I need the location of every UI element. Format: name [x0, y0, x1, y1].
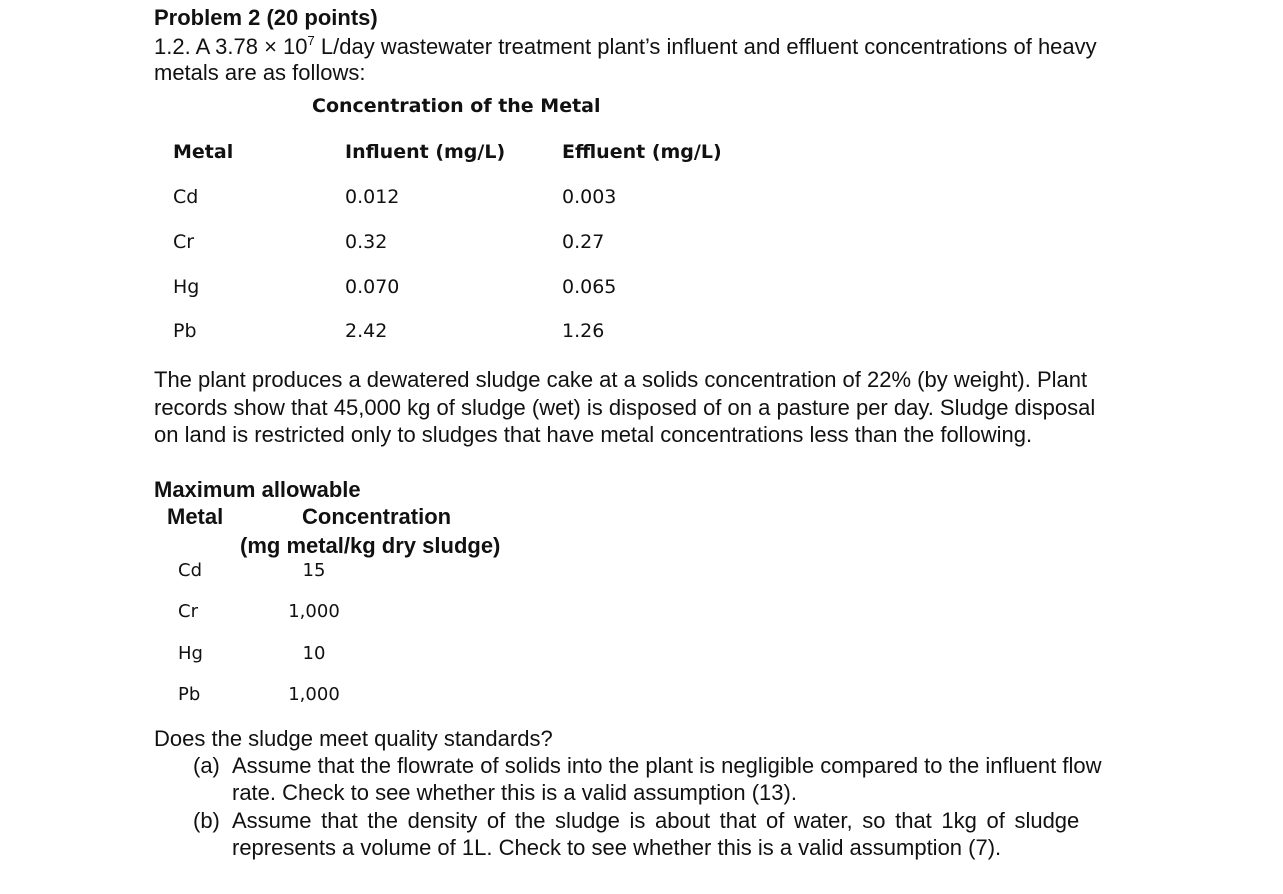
- table2-metal-cell: Pb: [178, 684, 201, 705]
- table2-metal-cell: Hg: [178, 643, 203, 664]
- table2-value-cell: 15: [302, 560, 326, 581]
- question-text: Does the sludge meet quality standards?: [154, 726, 553, 751]
- table2-header-concentration: Concentration: [302, 504, 452, 529]
- table2-value-cell: 1,000: [288, 684, 340, 705]
- paragraph-line1: The plant produces a dewatered sludge cake at a solids concentration of 22% (by weight). Plant: [154, 367, 1088, 392]
- table1-influent-cell: 0.070: [345, 276, 400, 298]
- table1-influent-cell: 0.32: [345, 231, 388, 253]
- table1-influent-cell: 2.42: [345, 320, 388, 342]
- item-a-line1: Assume that the flowrate of solids into the plant is negligible compared to the influent flow: [232, 753, 1102, 778]
- table1-metal-cell: Hg: [173, 276, 200, 298]
- table1-effluent-cell: 1.26: [562, 320, 605, 342]
- table1-effluent-cell: 0.003: [562, 186, 617, 208]
- table1-header-effluent: Effluent (mg/L): [562, 141, 722, 163]
- table2-value-cell: 1,000: [288, 601, 340, 622]
- intro-exponent: 7: [307, 33, 315, 48]
- paragraph-line2: records show that 45,000 kg of sludge (wet) is disposed of on a pasture per day. Sludge disposal: [154, 395, 1096, 420]
- table1-metal-cell: Pb: [173, 320, 197, 342]
- table1-caption: Concentration of the Metal: [312, 95, 601, 117]
- table2-header-units: (mg metal/kg dry sludge): [240, 533, 501, 558]
- table1-metal-cell: Cr: [173, 231, 195, 253]
- item-b-line2: represents a volume of 1L. Check to see whether this is a valid assumption (7).: [232, 835, 1002, 860]
- table2-metal-cell: Cr: [178, 601, 198, 622]
- table2-metal-cell: Cd: [178, 560, 202, 581]
- intro-rest: L/day wastewater treatment plant’s influent and effluent concentrations of heavy: [314, 34, 1097, 59]
- item-a-line2: rate. Check to see whether this is a valid assumption (13).: [232, 780, 797, 805]
- item-a-label: (a): [193, 753, 220, 778]
- table1-metal-cell: Cd: [173, 186, 199, 208]
- table2-value-cell: 10: [302, 643, 326, 664]
- item-b-label: (b): [193, 808, 220, 833]
- table1-effluent-cell: 0.065: [562, 276, 617, 298]
- intro-prefix: 1.2. A 3.78 × 10: [154, 34, 308, 59]
- paragraph-line3: on land is restricted only to sludges that have metal concentrations less than the following.: [154, 422, 1033, 447]
- table1-header-metal: Metal: [173, 141, 234, 163]
- table1-header-influent: Influent (mg/L): [345, 141, 506, 163]
- problem-intro-line1: [154, 33, 1097, 60]
- problem-intro-line2: metals are as follows:: [154, 60, 366, 85]
- item-b-line1: Assume that the density of the sludge is about that of water, so that 1kg of sludge: [232, 808, 1080, 833]
- table1-influent-cell: 0.012: [345, 186, 400, 208]
- problem-heading: Problem 2 (20 points): [154, 5, 378, 30]
- table1-effluent-cell: 0.27: [562, 231, 605, 253]
- table2-header-line1: Maximum allowable: [154, 477, 361, 502]
- table2-header-metal: Metal: [167, 504, 224, 529]
